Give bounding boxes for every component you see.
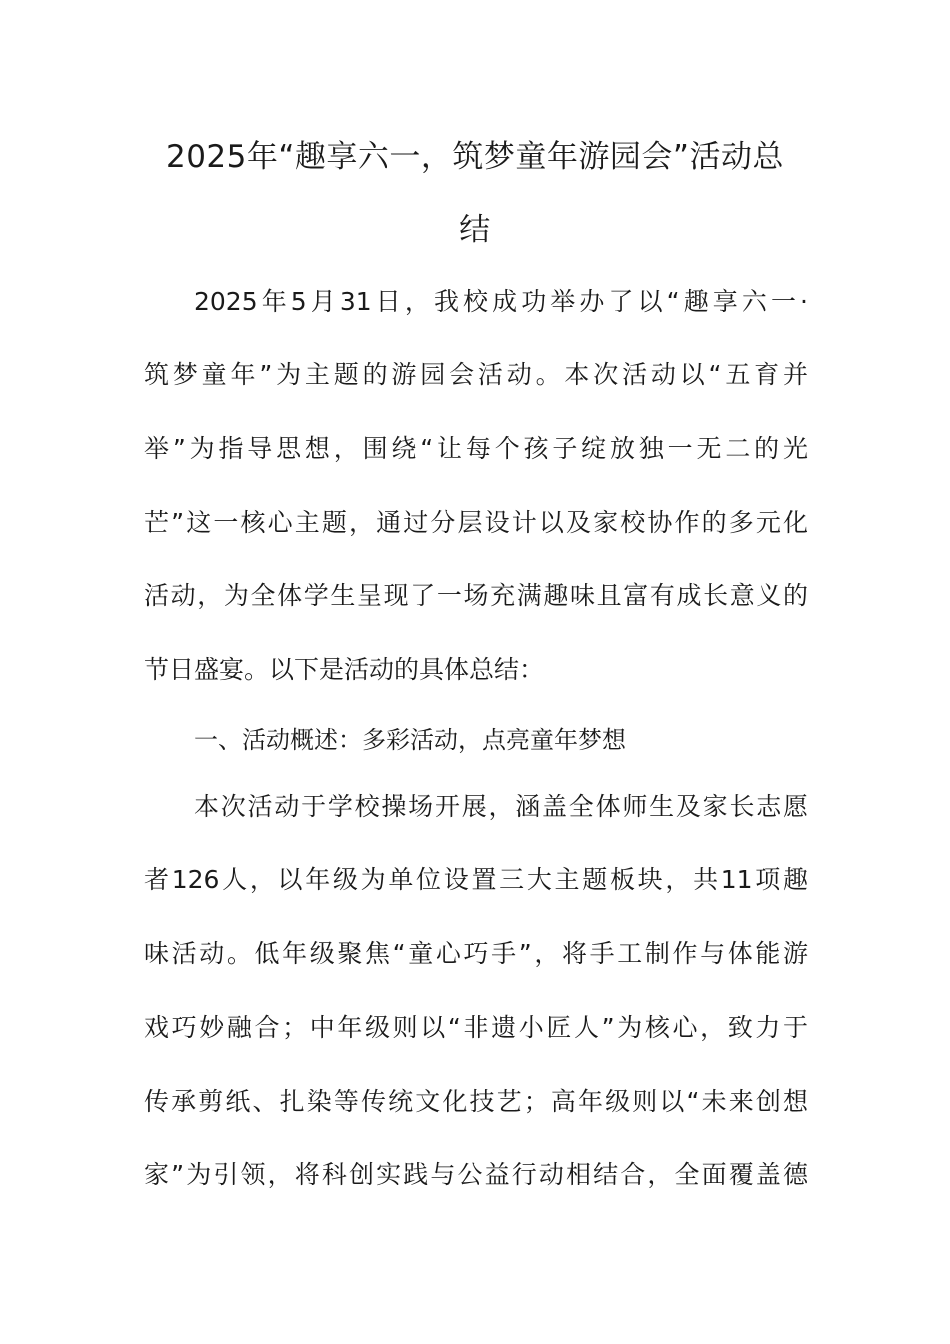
document-title-line-2: 结 — [459, 212, 491, 248]
paragraph-2-line-4: 戏巧妙融合；中年级则以“非遗小匠人”为核心，致力于 — [144, 1013, 808, 1042]
paragraph-1-line-3: 举”为指导思想，围绕“让每个孩子绽放独一无二的光 — [144, 434, 808, 463]
paragraph-2-line-3: 味活动。低年级聚焦“童心巧手”，将手工制作与体能游 — [144, 939, 808, 968]
paragraph-2-line-1: 本次活动于学校操场开展，涵盖全体师生及家长志愿 — [194, 792, 808, 821]
document-title-line-1: 2025年“趣享六一，筑梦童年游园会”活动总 — [165, 139, 784, 175]
paragraph-1-line-5: 活动，为全体学生呈现了一场充满趣味且富有成长意义的 — [144, 581, 808, 610]
paragraph-2-line-2: 者126人，以年级为单位设置三大主题板块，共11项趣 — [144, 865, 808, 894]
paragraph-2-line-6: 家”为引领，将科创实践与公益行动相结合，全面覆盖德 — [144, 1160, 808, 1189]
paragraph-1-line-6: 节日盛宴。以下是活动的具体总结： — [144, 655, 545, 684]
paragraph-2-line-5: 传承剪纸、扎染等传统文化技艺；高年级则以“未来创想 — [144, 1087, 808, 1116]
section-1-heading: 一、活动概述：多彩活动，点亮童年梦想 — [194, 726, 626, 754]
paragraph-1-line-1: 2025年5月31日，我校成功举办了以“趣享六一· — [194, 287, 808, 316]
paragraph-1-line-2: 筑梦童年”为主题的游园会活动。本次活动以“五育并 — [144, 360, 808, 389]
paragraph-1-line-4: 芒”这一核心主题，通过分层设计以及家校协作的多元化 — [144, 508, 808, 537]
